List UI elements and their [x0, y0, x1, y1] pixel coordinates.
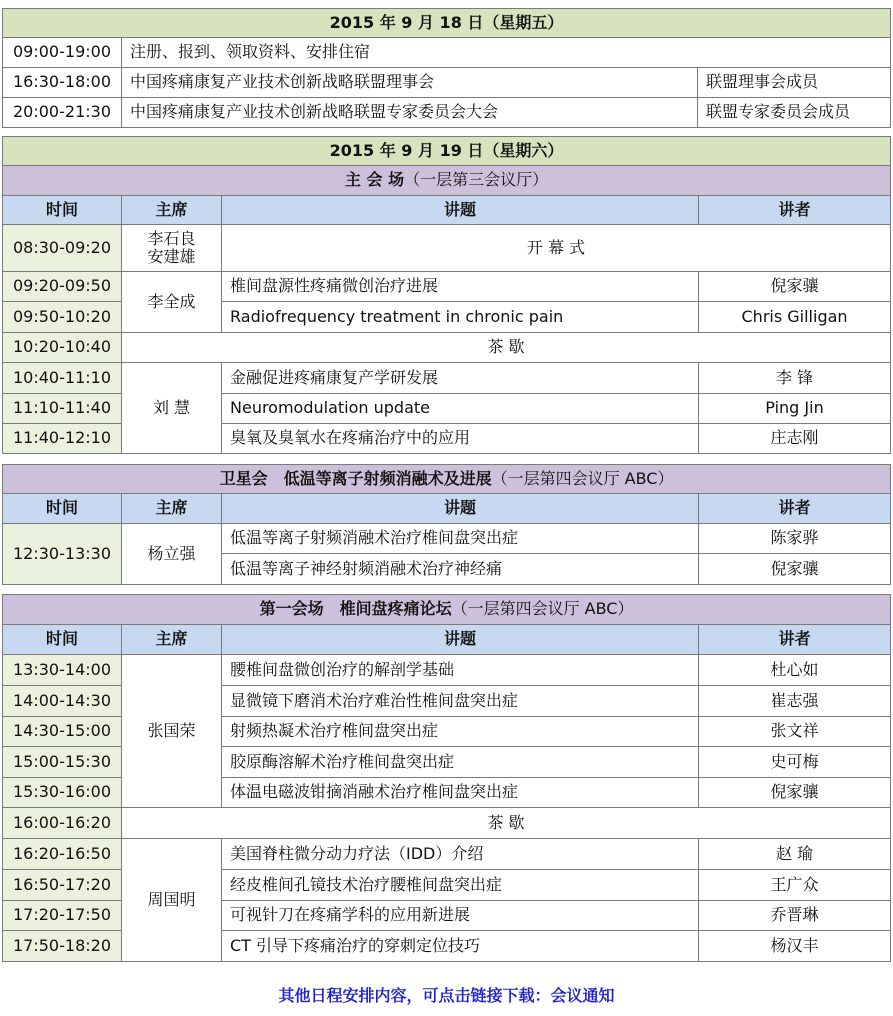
disc-pain-forum	[2, 594, 890, 962]
day2-date: 2015 年 9 月 19 日（星期六）	[3, 137, 891, 166]
table-row: 09:50-10:20 Radiofrequency treatment in chronic pain Chris Gilligan	[3, 302, 891, 333]
session-title: 第一会场 椎间盘疼痛论坛（一层第四会议厅 ABC）	[3, 595, 891, 625]
table-row: 12:30-13:30 杨立强 低温等离子射频消融术治疗椎间盘突出症 陈家骅	[3, 524, 891, 554]
table-row: 16:50-17:20 经皮椎间孔镜技术治疗腰椎间盘突出症 王广众	[3, 870, 891, 901]
table-header: 时间 主席 讲题 讲者	[3, 625, 891, 655]
table-row: 低温等离子神经射频消融术治疗神经痛 倪家骧	[3, 554, 891, 585]
table-row: 11:40-12:10 臭氧及臭氧水在疼痛治疗中的应用 庄志刚	[3, 424, 891, 454]
table-row: 10:40-11:10 刘 慧 金融促进疼痛康复产学研发展 李 锋	[3, 363, 891, 394]
table-row: 20:00-21:30 中国疼痛康复产业技术创新战略联盟专家委员会大会 联盟专家委员会成员	[3, 98, 891, 128]
table-header: 时间 主席 讲题 讲者	[3, 196, 891, 225]
table-header: 时间 主席 讲题 讲者	[3, 494, 891, 524]
session-title: 卫星会 低温等离子射频消融术及进展（一层第四会议厅 ABC）	[3, 465, 891, 494]
table-row: 09:20-09:50 李全成 椎间盘源性疼痛微创治疗进展 倪家骧	[3, 272, 891, 302]
table-row: 08:30-09:20 李石良 安建雄 开 幕 式	[3, 225, 891, 272]
satellite-session	[2, 464, 890, 585]
table-row: 17:20-17:50 可视针刀在疼痛学科的应用新进展 乔晋琳	[3, 901, 891, 931]
table-row: 10:20-10:40 茶 歇	[3, 333, 891, 363]
session-title: 主 会 场（一层第三会议厅）	[3, 166, 891, 196]
tea-break: 茶 歇	[122, 808, 891, 839]
table-row: 13:30-14:00 张国荣 腰椎间盘微创治疗的解剖学基础 杜心如	[3, 655, 891, 686]
download-link[interactable]: 其他日程安排内容，可点击链接下载：会议通知	[278, 986, 615, 1005]
table-row: 16:00-16:20 茶 歇	[3, 808, 891, 839]
table-row: 14:30-15:00 射频热凝术治疗椎间盘突出症 张文祥	[3, 717, 891, 747]
table-row: 11:10-11:40 Neuromodulation update Ping Jin	[3, 394, 891, 424]
table-row: 16:30-18:00 中国疼痛康复产业技术创新战略联盟理事会 联盟理事会成员	[3, 68, 891, 98]
day1-date: 2015 年 9 月 18 日（星期五）	[3, 9, 891, 38]
table-row: 15:30-16:00 体温电磁波钳摘消融术治疗椎间盘突出症 倪家骧	[3, 778, 891, 808]
table-row: 14:00-14:30 显微镜下磨消术治疗难治性椎间盘突出症 崔志强	[3, 686, 891, 717]
table-row: 15:00-15:30 胶原酶溶解术治疗椎间盘突出症 史可梅	[3, 747, 891, 778]
tea-break: 茶 歇	[122, 333, 891, 363]
table-row: 16:20-16:50 周国明 美国脊柱微分动力疗法（IDD）介绍 赵 瑜	[3, 839, 891, 870]
table-row: 17:50-18:20 CT 引导下疼痛治疗的穿刺定位技巧 杨汉丰	[3, 931, 891, 962]
day1-schedule	[2, 8, 890, 128]
opening-ceremony: 开 幕 式	[222, 225, 891, 272]
table-row: 09:00-19:00 注册、报到、领取资料、安排住宿	[3, 38, 891, 68]
day2-main-hall	[2, 136, 890, 454]
